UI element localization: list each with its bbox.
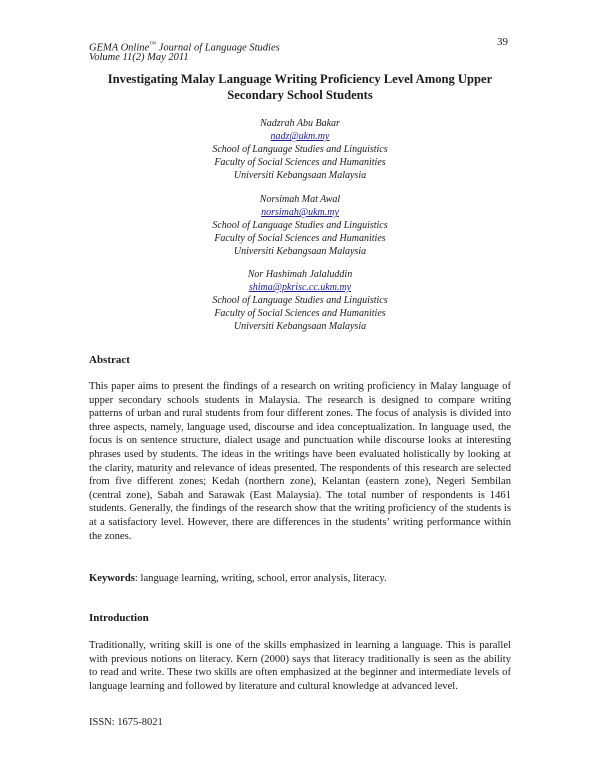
abstract-heading: Abstract (89, 354, 130, 366)
author-affiliation-university: Universiti Kebangsaan Malaysia (233, 170, 367, 181)
author-block-2 (150, 193, 450, 258)
author-affiliation-school: School of Language Studies and Linguistics (212, 220, 388, 231)
author-email-link[interactable]: nadz@ukm.my (270, 131, 330, 142)
page-number: 39 (497, 36, 508, 48)
author-affiliation-faculty: Faculty of Social Sciences and Humanities (214, 157, 386, 168)
author-affiliation-faculty: Faculty of Social Sciences and Humanities (214, 308, 386, 319)
author-block-1 (150, 117, 450, 182)
title-line-2: Secondary School Students (227, 88, 373, 102)
introduction-heading: Introduction (89, 612, 149, 624)
author-affiliation-faculty: Faculty of Social Sciences and Humanities (214, 233, 386, 244)
author-name: Nadzrah Abu Bakar (260, 118, 340, 129)
author-affiliation-university: Universiti Kebangsaan Malaysia (233, 246, 367, 257)
journal-name-prefix: GEMA Online (89, 42, 150, 54)
introduction-text: Traditionally, writing skill is one of the skills emphasized in learning a language. This is parallel with previous notions on literacy. Kern (2000) says that literacy traditionally is seen as the ability to read and write. These two skills are often emphasized at the beginner and intermediate levels of language learning and followed by literature and cultural knowledge at advanced level. (89, 640, 511, 692)
author-email-link[interactable]: shima@pkrisc.cc.ukm.my (248, 282, 352, 293)
author-name: Nor Hashimah Jalaluddin (247, 269, 353, 280)
author-affiliation-university: Universiti Kebangsaan Malaysia (233, 321, 367, 332)
journal-volume: Volume 11(2) May 2011 (89, 52, 189, 63)
title-line-1: Investigating Malay Language Writing Proficiency Level Among Upper (107, 72, 493, 86)
author-block-3 (150, 268, 450, 333)
abstract-text: This paper aims to present the findings of a research on writing proficiency in Malay language of upper secondary schools students in Malaysia. The research is designed to compare writing patterns of urban and rural students from four different zones. The focus of analysis is divided into three aspects, namely, language used, discourse and idea conceptualization. In language used, the focus is on sentence structure, dialect usage and punctuation while discourse looks at interesting phrases used by students. The ideas in the writings have been evaluated holistically by looking at the clarity, maturity and relevance of ideas presented. The respondents of this research are selected from five different zones; Kedah (northern zone), Kelantan (eastern zone), Negeri Sembilan (central zone), Sabah and Sarawak (East Malaysia). The total number of respondents is 1461 students. Generally, the findings of the research show that the writing proficiency of the students is at a satisfactory level. However, there are differences in the students’ writing performance within the zones. (89, 381, 511, 542)
keywords-text: : language learning, writing, school, error analysis, literacy. (134, 573, 387, 584)
author-email-link[interactable]: norsimah@ukm.my (261, 207, 339, 218)
author-name: Norsimah Mat Awal (259, 194, 341, 205)
trademark-symbol: ™ (149, 40, 157, 48)
author-affiliation-school: School of Language Studies and Linguistics (212, 144, 388, 155)
author-affiliation-school: School of Language Studies and Linguistics (212, 295, 388, 306)
keywords-line (89, 572, 511, 585)
keywords-label: Keywords (89, 573, 135, 584)
issn-footer: ISSN: 1675-8021 (89, 717, 163, 728)
journal-name-suffix: Journal of Language Studies (156, 42, 280, 54)
paper-title (80, 71, 520, 103)
